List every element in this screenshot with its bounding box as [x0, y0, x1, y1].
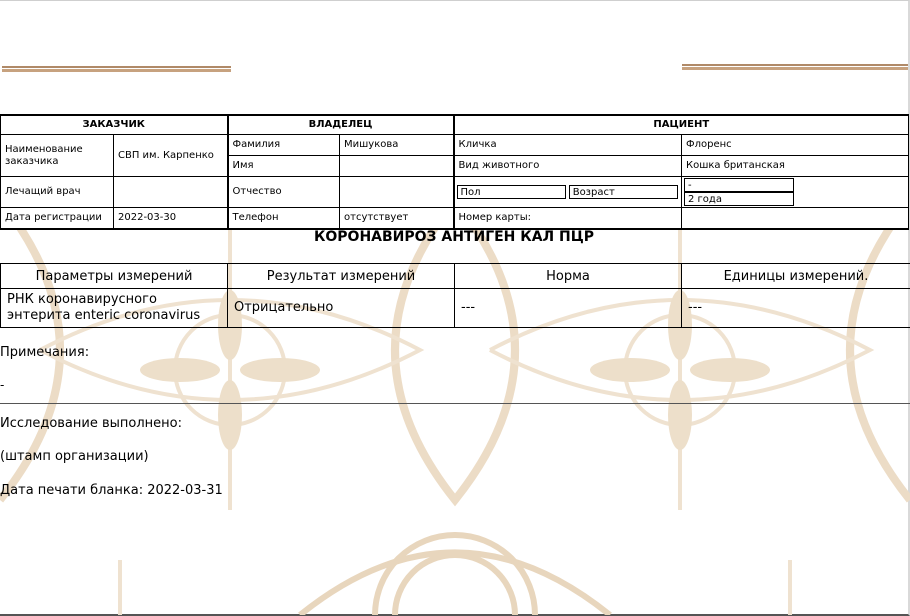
divider [0, 403, 910, 404]
customer-doctor-label: Лечащий врач [1, 177, 114, 208]
result-units: --- [682, 289, 910, 328]
stamp-label: (штамп организации) [0, 449, 149, 464]
patient-age-value: 2 года [684, 192, 794, 206]
patient-nickname-value: Флоренс [682, 135, 909, 156]
patient-species-value: Кошка британская [682, 156, 909, 177]
owner-surname-label: Фамилия [228, 135, 340, 156]
decorative-line-left [2, 66, 231, 72]
patient-sex-value: - [684, 178, 794, 192]
results-header-params: Параметры измерений [1, 264, 228, 289]
owner-surname-value: Мишукова [340, 135, 454, 156]
owner-name-value [340, 156, 454, 177]
patient-header: ПАЦИЕНТ [454, 115, 909, 135]
print-date: Дата печати бланка: 2022-03-31 [0, 483, 223, 498]
patient-species-label: Вид животного [454, 156, 682, 177]
notes-value: - [0, 378, 4, 392]
table-row [1, 289, 910, 328]
result-value: Отрицательно [228, 289, 455, 328]
result-param: РНК коронавирусного энтерита enteric coronavirus [1, 289, 228, 328]
owner-patronymic-label: Отчество [228, 177, 340, 208]
owner-header: ВЛАДЕЛЕЦ [228, 115, 454, 135]
result-norm: --- [455, 289, 682, 328]
decorative-line-right [682, 64, 908, 70]
results-table [0, 263, 910, 328]
customer-reg-date-value: 2022-03-30 [114, 208, 228, 230]
customer-doctor-value [114, 177, 228, 208]
owner-name-label: Имя [228, 156, 340, 177]
results-header-units: Единицы измерений. [682, 264, 910, 289]
patient-nickname-label: Кличка [454, 135, 682, 156]
owner-phone-value: отсутствует [340, 208, 454, 230]
results-header-norm: Норма [455, 264, 682, 289]
customer-reg-date-label: Дата регистрации [1, 208, 114, 230]
performed-label: Исследование выполнено: [0, 416, 182, 431]
info-table [0, 114, 909, 230]
document-title: КОРОНАВИРОЗ АНТИГЕН КАЛ ПЦР [0, 229, 908, 245]
notes-label: Примечания: [0, 345, 89, 360]
patient-sex-age-values [682, 177, 909, 208]
patient-age-label: Возраст [569, 185, 678, 199]
customer-name-label: Наименование заказчика [1, 135, 114, 177]
patient-card-label: Номер карты: [454, 208, 682, 230]
results-header-result: Результат измерений [228, 264, 455, 289]
owner-patronymic-value [340, 177, 454, 208]
patient-sex-age-labels [454, 177, 682, 208]
patient-card-value [682, 208, 909, 230]
customer-name-value: СВП им. Карпенко [114, 135, 228, 177]
customer-header: ЗАКАЗЧИК [1, 115, 228, 135]
patient-sex-label: Пол [457, 185, 566, 199]
owner-phone-label: Телефон [228, 208, 340, 230]
